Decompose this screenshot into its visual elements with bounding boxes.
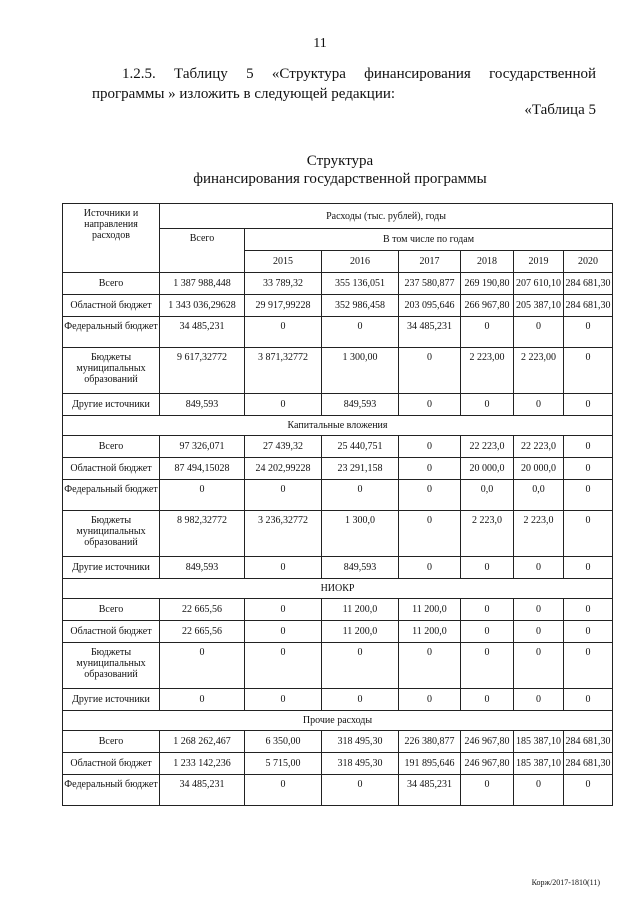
table-cell: 22 665,56 — [160, 621, 245, 643]
table-cell: 0 — [461, 621, 514, 643]
table-cell: 2 223,0 — [461, 511, 514, 557]
table-cell: 0 — [160, 689, 245, 711]
intro-line-1: 1.2.5. Таблицу 5 «Структура финансирования государственной — [122, 66, 596, 82]
table-cell: 0 — [245, 599, 322, 621]
header-year: 2016 — [322, 251, 399, 273]
table-cell: 2 223,00 — [461, 348, 514, 394]
table-cell: 0 — [564, 480, 613, 511]
table-cell: 246 967,80 — [461, 753, 514, 775]
table-cell: 1 343 036,29628 — [160, 295, 245, 317]
table-cell: 0 — [322, 689, 399, 711]
row-label: Бюджеты муниципальных образований — [63, 348, 160, 394]
header-sources: Источники и направления расходов — [63, 204, 160, 273]
table-row — [63, 348, 613, 394]
table-row — [63, 480, 613, 511]
table-cell: 0 — [399, 436, 461, 458]
table-cell: 97 326,071 — [160, 436, 245, 458]
table-cell: 0 — [564, 394, 613, 416]
table-cell: 23 291,158 — [322, 458, 399, 480]
section-title: НИОКР — [63, 579, 613, 599]
table-cell: 11 200,0 — [322, 621, 399, 643]
table-cell: 0 — [514, 599, 564, 621]
table-cell: 226 380,877 — [399, 731, 461, 753]
table-cell: 9 617,32772 — [160, 348, 245, 394]
table-cell: 11 200,0 — [322, 599, 399, 621]
table-cell: 0 — [461, 689, 514, 711]
table-cell: 34 485,231 — [399, 775, 461, 806]
intro-paragraph — [92, 64, 596, 104]
row-label: Всего — [63, 731, 160, 753]
header-year: 2018 — [461, 251, 514, 273]
section-title: Прочие расходы — [63, 711, 613, 731]
table-cell: 0 — [461, 317, 514, 348]
table-row — [63, 731, 613, 753]
table-cell: 284 681,30 — [564, 273, 613, 295]
footer-code: Корж/2017-1810(11) — [531, 878, 600, 887]
table-cell: 849,593 — [160, 557, 245, 579]
table-row — [63, 621, 613, 643]
table-cell: 0 — [322, 317, 399, 348]
row-label: Федеральный бюджет — [63, 317, 160, 348]
table-title — [0, 152, 640, 188]
table-cell: 0 — [514, 643, 564, 689]
table-cell: 0 — [245, 775, 322, 806]
row-label: Другие источники — [63, 557, 160, 579]
table-cell: 0 — [514, 557, 564, 579]
table-cell: 22 223,0 — [461, 436, 514, 458]
table-cell: 25 440,751 — [322, 436, 399, 458]
table-cell: 0 — [514, 775, 564, 806]
table-cell: 352 986,458 — [322, 295, 399, 317]
table-row — [63, 458, 613, 480]
table-cell: 0,0 — [514, 480, 564, 511]
table-cell: 34 485,231 — [160, 775, 245, 806]
table-cell: 0 — [564, 511, 613, 557]
table-row — [63, 394, 613, 416]
table-cell: 207 610,10 — [514, 273, 564, 295]
table-cell: 5 715,00 — [245, 753, 322, 775]
row-label: Бюджеты муниципальных образований — [63, 511, 160, 557]
table-row — [63, 753, 613, 775]
table-cell: 34 485,231 — [160, 317, 245, 348]
table-cell: 1 300,0 — [322, 511, 399, 557]
table-cell: 0 — [322, 643, 399, 689]
page-number: 11 — [313, 36, 327, 51]
table-cell: 0 — [461, 394, 514, 416]
table-cell: 0 — [399, 348, 461, 394]
table-cell: 0 — [160, 643, 245, 689]
table-cell: 0 — [245, 689, 322, 711]
table-cell: 284 681,30 — [564, 295, 613, 317]
row-label: Областной бюджет — [63, 621, 160, 643]
table-title-line-2: финансирования государственной программы — [193, 171, 487, 187]
table-cell: 87 494,15028 — [160, 458, 245, 480]
table-cell: 0 — [399, 480, 461, 511]
row-label: Областной бюджет — [63, 295, 160, 317]
table-cell: 0 — [564, 689, 613, 711]
table-cell: 0 — [564, 775, 613, 806]
table-cell: 0 — [564, 599, 613, 621]
table-row — [63, 557, 613, 579]
table-cell: 0 — [322, 775, 399, 806]
table-cell: 0 — [322, 480, 399, 511]
row-label: Другие источники — [63, 689, 160, 711]
table-cell: 0 — [564, 458, 613, 480]
header-year: 2019 — [514, 251, 564, 273]
table-cell: 20 000,0 — [461, 458, 514, 480]
row-label: Областной бюджет — [63, 458, 160, 480]
table-cell: 0 — [399, 557, 461, 579]
table-cell: 0 — [564, 436, 613, 458]
table-cell: 849,593 — [322, 394, 399, 416]
table-cell: 0 — [160, 480, 245, 511]
table-cell: 0 — [564, 348, 613, 394]
table-cell: 0 — [461, 775, 514, 806]
table-cell: 355 136,051 — [322, 273, 399, 295]
table-cell: 11 200,0 — [399, 599, 461, 621]
row-label: Федеральный бюджет — [63, 480, 160, 511]
table-cell: 2 223,0 — [514, 511, 564, 557]
header-total: Всего — [160, 229, 245, 273]
table-row — [63, 273, 613, 295]
row-label: Всего — [63, 599, 160, 621]
table-row — [63, 511, 613, 557]
table-cell: 0 — [245, 480, 322, 511]
table-cell: 0 — [564, 557, 613, 579]
table-cell: 191 895,646 — [399, 753, 461, 775]
table-cell: 0 — [245, 394, 322, 416]
row-label: Федеральный бюджет — [63, 775, 160, 806]
table-row — [63, 643, 613, 689]
table-row — [63, 689, 613, 711]
table-cell: 0 — [245, 317, 322, 348]
financing-table — [62, 203, 613, 806]
table-cell: 318 495,30 — [322, 753, 399, 775]
table-cell: 203 095,646 — [399, 295, 461, 317]
table-cell: 1 300,00 — [322, 348, 399, 394]
table-reference: «Таблица 5 — [524, 102, 596, 118]
table-cell: 0 — [399, 689, 461, 711]
table-cell: 22 665,56 — [160, 599, 245, 621]
header-by-years: В том числе по годам — [245, 229, 613, 251]
table-cell: 185 387,10 — [514, 731, 564, 753]
table-cell: 0,0 — [461, 480, 514, 511]
table-cell: 0 — [245, 643, 322, 689]
table-cell: 0 — [245, 621, 322, 643]
row-label: Областной бюджет — [63, 753, 160, 775]
table-cell: 0 — [245, 557, 322, 579]
table-cell: 20 000,0 — [514, 458, 564, 480]
table-cell: 0 — [399, 458, 461, 480]
table-cell: 849,593 — [322, 557, 399, 579]
table-cell: 0 — [399, 643, 461, 689]
table-cell: 1 268 262,467 — [160, 731, 245, 753]
table-cell: 0 — [564, 621, 613, 643]
table-row — [63, 599, 613, 621]
table-cell: 11 200,0 — [399, 621, 461, 643]
table-cell: 0 — [399, 394, 461, 416]
table-row — [63, 317, 613, 348]
table-cell: 318 495,30 — [322, 731, 399, 753]
table-cell: 0 — [461, 599, 514, 621]
table-cell: 849,593 — [160, 394, 245, 416]
table-cell: 284 681,30 — [564, 753, 613, 775]
table-row — [63, 436, 613, 458]
table-cell: 284 681,30 — [564, 731, 613, 753]
table-cell: 0 — [514, 689, 564, 711]
table-cell: 205 387,10 — [514, 295, 564, 317]
table-cell: 0 — [461, 557, 514, 579]
table-cell: 266 967,80 — [461, 295, 514, 317]
table-cell: 3 236,32772 — [245, 511, 322, 557]
table-cell: 0 — [514, 317, 564, 348]
table-cell: 8 982,32772 — [160, 511, 245, 557]
table-cell: 27 439,32 — [245, 436, 322, 458]
header-year: 2017 — [399, 251, 461, 273]
header-expenses: Расходы (тыс. рублей), годы — [160, 204, 613, 229]
table-cell: 0 — [514, 394, 564, 416]
table-cell: 22 223,0 — [514, 436, 564, 458]
row-label: Бюджеты муниципальных образований — [63, 643, 160, 689]
table-cell: 185 387,10 — [514, 753, 564, 775]
table-cell: 34 485,231 — [399, 317, 461, 348]
table-cell: 29 917,99228 — [245, 295, 322, 317]
table-cell: 6 350,00 — [245, 731, 322, 753]
table-cell: 33 789,32 — [245, 273, 322, 295]
row-label: Другие источники — [63, 394, 160, 416]
table-cell: 237 580,877 — [399, 273, 461, 295]
table-cell: 0 — [514, 621, 564, 643]
table-cell: 3 871,32772 — [245, 348, 322, 394]
table-cell: 0 — [461, 643, 514, 689]
table-cell: 0 — [564, 317, 613, 348]
table-cell: 1 233 142,236 — [160, 753, 245, 775]
section-title: Капитальные вложения — [63, 416, 613, 436]
intro-line-2: программы » изложить в следующей редакции: — [92, 86, 396, 102]
row-label: Всего — [63, 273, 160, 295]
table-cell: 1 387 988,448 — [160, 273, 245, 295]
table-cell: 246 967,80 — [461, 731, 514, 753]
table-title-line-1: Структура — [306, 153, 374, 169]
table-cell: 0 — [564, 643, 613, 689]
table-row — [63, 775, 613, 806]
table-cell: 2 223,00 — [514, 348, 564, 394]
table-row — [63, 295, 613, 317]
header-year: 2020 — [564, 251, 613, 273]
row-label: Всего — [63, 436, 160, 458]
table-cell: 0 — [399, 511, 461, 557]
header-year: 2015 — [245, 251, 322, 273]
table-cell: 24 202,99228 — [245, 458, 322, 480]
table-cell: 269 190,80 — [461, 273, 514, 295]
